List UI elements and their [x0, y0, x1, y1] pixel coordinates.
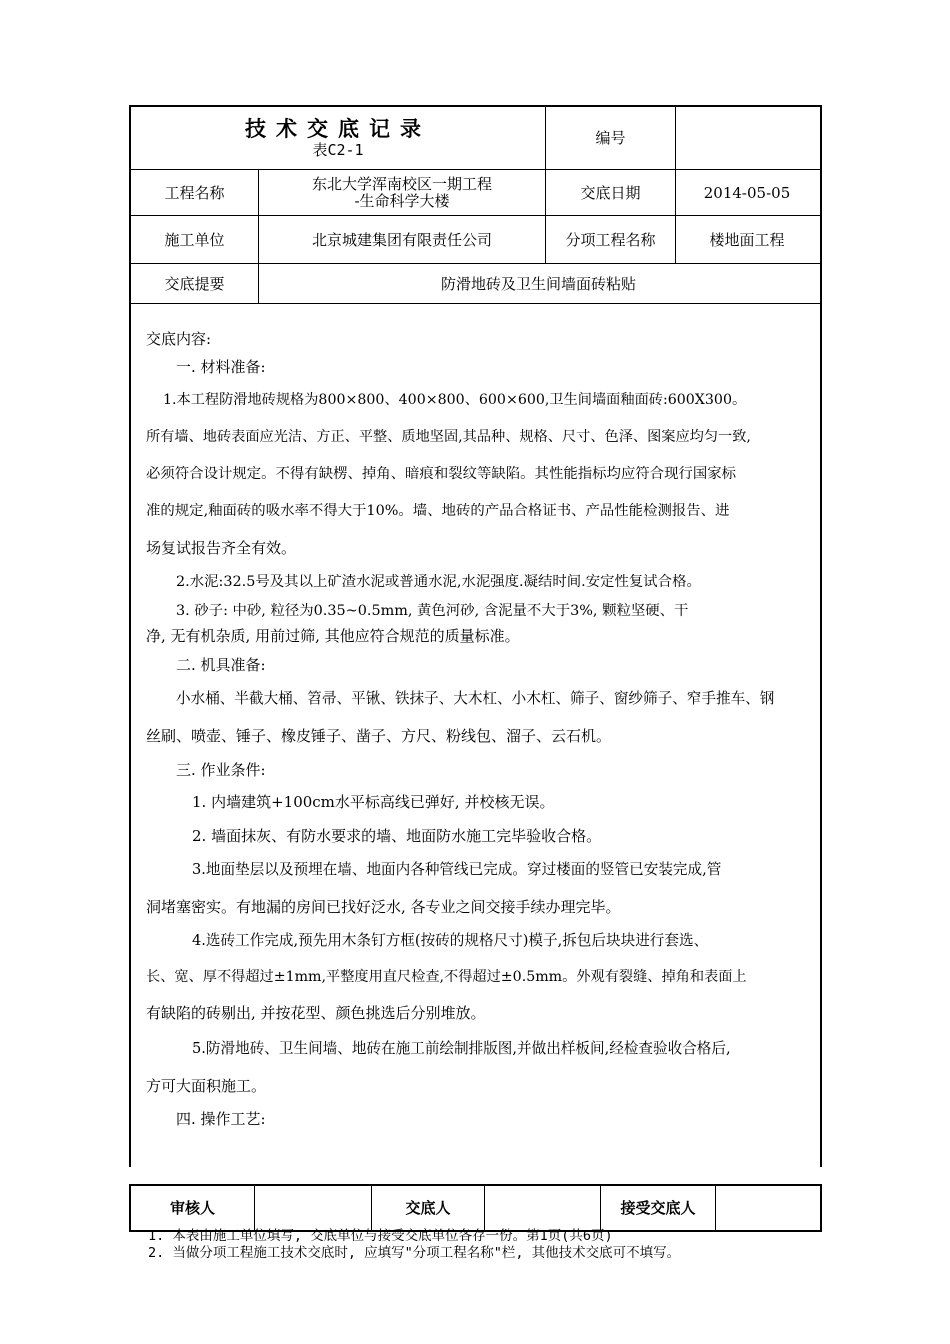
content-line: 准的规定,釉面砖的吸水率不得大于10%。墙、地砖的产品合格证书、产品性能检测报告、进: [146, 503, 730, 519]
summary-value[interactable]: [259, 264, 818, 303]
page-title: 技术交底记录: [245, 117, 431, 141]
project-name-label: [131, 170, 258, 215]
receiver-label-text: 接受交底人: [620, 1199, 696, 1217]
subproject-label-text: 分项工程名称: [565, 230, 656, 249]
content-line: 三. 作业条件:: [176, 761, 266, 779]
date-label-text: 交底日期: [580, 183, 641, 202]
form-number: 表C2-1: [312, 141, 364, 159]
content-line: 5.防滑地砖、卫生间墙、地砖在施工前绘制排版图,并做出样板间,经检查验收合格后,: [192, 1040, 731, 1057]
content-line: 洞堵塞密实。有地漏的房间已找好泛水, 各专业之间交接手续办理完毕。: [146, 898, 621, 916]
date-value[interactable]: [676, 170, 818, 215]
subproject-value[interactable]: [676, 216, 818, 263]
content-line: 交底内容:: [146, 330, 212, 348]
footnote-1: 1. 本表由施工单位填写, 交底单位与接受交底单位各存一份。第1页(共6页): [148, 1228, 613, 1244]
project-name-line1: 东北大学浑南校区一期工程: [311, 174, 492, 193]
content-line: 1.本工程防滑地砖规格为800×800、400×800、600×600,卫生间墙面釉面砖:600X300。: [163, 392, 747, 408]
content-line: 方可大面积施工。: [146, 1077, 267, 1095]
content-line: 四. 操作工艺:: [176, 1110, 266, 1128]
content-line: 有缺陷的砖剔出, 并按花型、颜色挑选后分别堆放。: [146, 1004, 486, 1022]
contractor-value-text: 北京城建集团有限责任公司: [311, 230, 492, 249]
contractor-value[interactable]: [259, 216, 545, 263]
content-line: 一. 材料准备:: [176, 358, 266, 376]
content-line: 小水桶、半截大桶、笤帚、平锹、铁抹子、大木杠、小木杠、筛子、窗纱筛子、窄手推车、钢: [176, 690, 775, 707]
presenter-label: [372, 1186, 484, 1230]
content-line: 长、宽、厚不得超过±1mm,平整度用直尺检查,不得超过±0.5mm。外观有裂缝、掉角和表面上: [146, 969, 747, 985]
content-line: 4.选砖工作完成,预先用木条钉方框(按砖的规格尺寸)模子,拆包后块块进行套选、: [192, 932, 709, 949]
footnote-2: 2. 当做分项工程施工技术交底时, 应填写"分项工程名称"栏, 其他技术交底可不填写。: [148, 1245, 681, 1261]
row-divider: [129, 303, 820, 304]
reviewer-label: [131, 1186, 254, 1230]
receiver-label: [601, 1186, 715, 1230]
reviewer-label-text: 审核人: [169, 1199, 215, 1217]
date-label: [546, 170, 675, 215]
number-label-text: 编号: [595, 129, 626, 147]
project-name-value[interactable]: [259, 170, 545, 215]
summary-label: [131, 264, 258, 303]
title-cell: [131, 107, 545, 169]
content-line: 2. 墙面抹灰、有防水要求的墙、地面防水施工完毕验收合格。: [192, 827, 602, 845]
summary-value-text: 防滑地砖及卫生间墙面砖粘贴: [440, 274, 636, 293]
subproject-label: [546, 216, 675, 263]
project-name-line2: -生命科学大楼: [354, 191, 450, 210]
content-line: 净, 无有机杂质, 用前过筛, 其他应符合规范的质量标准。: [146, 627, 520, 645]
number-value[interactable]: [676, 107, 818, 169]
number-label: [546, 107, 675, 169]
presenter-field[interactable]: [485, 1186, 600, 1230]
presenter-label-text: 交底人: [405, 1199, 451, 1217]
summary-label-text: 交底提要: [164, 274, 225, 293]
content-line: 1. 内墙建筑+100cm水平标高线已弹好, 并校核无误。: [192, 793, 555, 811]
content-line: 2.水泥:32.5号及其以上矿渣水泥或普通水泥,水泥强度.凝结时间.安定性复试合格。: [176, 574, 701, 590]
content-line: 所有墙、地砖表面应光洁、方正、平整、质地坚固,其品种、规格、尺寸、色泽、图案应均匀一致,: [146, 429, 751, 445]
content-line: 场复试报告齐全有效。: [146, 539, 297, 557]
content-line: 二. 机具准备:: [176, 656, 266, 674]
subproject-value-text: 楼地面工程: [709, 230, 785, 249]
contractor-label: [131, 216, 258, 263]
contractor-label-text: 施工单位: [164, 230, 225, 249]
project-name-label-text: 工程名称: [164, 183, 225, 202]
date-value-text: 2014-05-05: [703, 183, 791, 202]
receiver-field[interactable]: [716, 1186, 818, 1230]
content-line: 3. 砂子: 中砂, 粒径为0.35~0.5mm, 黄色河砂, 含泥量不大于3%, 颗粒坚硬、干: [176, 603, 689, 619]
content-line: 丝刷、喷壶、锤子、橡皮锤子、凿子、方尺、粉线包、溜子、云石机。: [146, 727, 612, 745]
content-line: 3.地面垫层以及预埋在墙、地面内各种管线已完成。穿过楼面的竖管已安装完成,管: [192, 861, 722, 878]
reviewer-field[interactable]: [255, 1186, 371, 1230]
content-line: 必须符合设计规定。不得有缺楞、掉角、暗痕和裂纹等缺陷。其性能指标均应符合现行国家标: [146, 466, 737, 482]
